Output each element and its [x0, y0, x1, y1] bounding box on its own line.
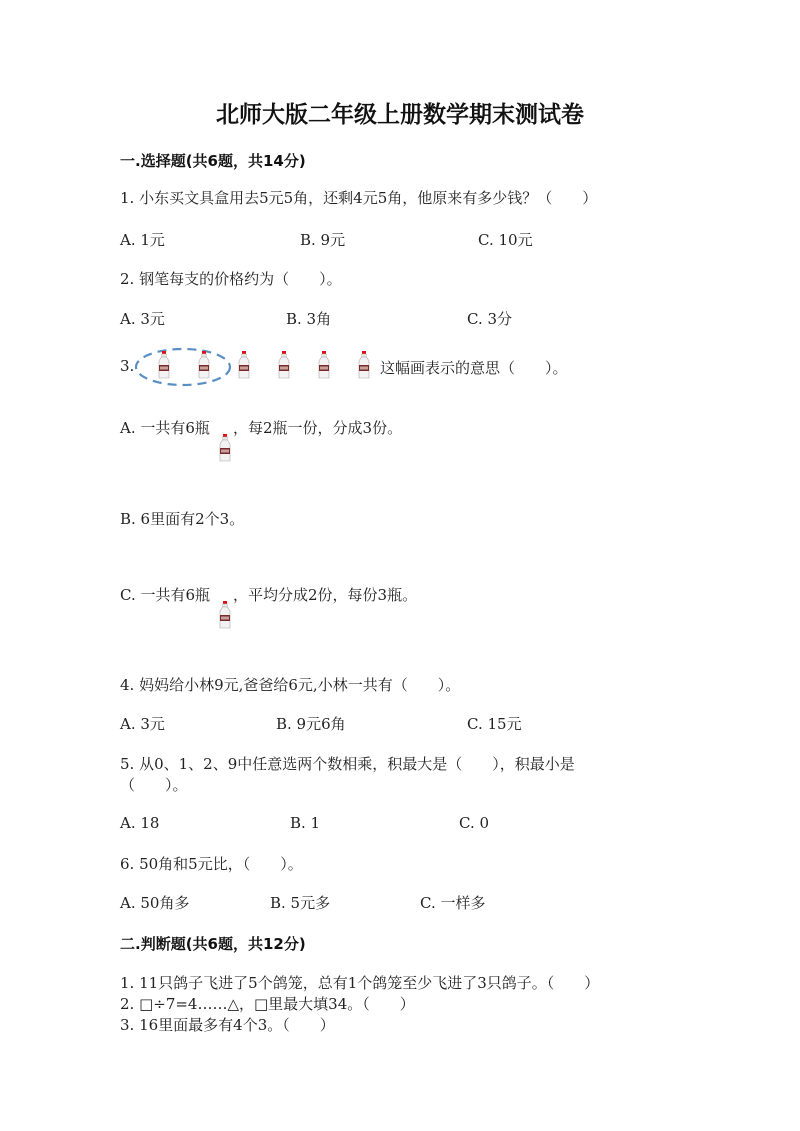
question-2: 2. 钢笔每支的价格约为（ ）。: [120, 270, 342, 288]
section-heading-judgement: 二.判断题(共6题，共12分): [120, 935, 306, 953]
question-6: 6. 50角和5元比，（ ）。: [120, 855, 303, 873]
q4-option-c[interactable]: C. 15元: [467, 715, 522, 733]
bottle-icon: [359, 351, 369, 378]
bottle-icon: [319, 351, 329, 378]
q3-option-a-cont: ，每2瓶一份，分成3份。: [233, 419, 403, 437]
question-4: 4. 妈妈给小林9元,爸爸给6元,小林一共有（ ）。: [120, 676, 461, 694]
q3-option-a[interactable]: A. 一共有6瓶: [120, 419, 210, 437]
q5-option-c[interactable]: C. 0: [459, 814, 490, 832]
bottle-icon: [239, 351, 249, 378]
q3-option-b[interactable]: B. 6里面有2个3。: [120, 510, 245, 528]
q1-option-b[interactable]: B. 9元: [300, 231, 346, 249]
question-1: 1. 小东买文具盒用去5元5角，还剩4元5角，他原来有多少钱？（ ）: [120, 189, 598, 207]
q4-option-a[interactable]: A. 3元: [120, 715, 165, 733]
question-3: 这幅画表示的意思（ ）。: [380, 359, 568, 377]
page-title: 北师大版二年级上册数学期末测试卷: [216, 102, 584, 128]
q3-option-c[interactable]: C. 一共有6瓶: [120, 586, 211, 604]
q4-option-b[interactable]: B. 9元6角: [276, 715, 346, 733]
bottle-icon: [279, 351, 289, 378]
question-5: 5. 从0、1、2、9中任意选两个数相乘，积最大是（ ），积最小是: [120, 755, 575, 773]
question-3-number: 3.: [120, 357, 135, 375]
bottle-icon: [218, 601, 232, 629]
judgement-item-2: 2. □÷7=4……△，□里最大填34。（ ）: [120, 995, 415, 1013]
judgement-item-3: 3. 16里面最多有4个3。（ ）: [120, 1016, 335, 1034]
bottle-icon: [199, 351, 209, 378]
q1-option-c[interactable]: C. 10元: [478, 231, 533, 249]
q2-option-a[interactable]: A. 3元: [120, 310, 165, 328]
section-heading-choice: 一.选择题(共6题，共14分): [120, 152, 306, 170]
bottles-picture: [134, 345, 374, 389]
q5-option-a[interactable]: A. 18: [120, 814, 160, 832]
bottle-icon: [159, 351, 169, 378]
q6-option-a[interactable]: A. 50角多: [120, 894, 190, 912]
bottle-icon: [218, 434, 232, 462]
q5-option-b[interactable]: B. 1: [290, 814, 321, 832]
q2-option-b[interactable]: B. 3角: [286, 310, 332, 328]
q6-option-c[interactable]: C. 一样多: [420, 894, 486, 912]
grouping-ellipse: [136, 349, 230, 385]
q3-option-c-cont: ，平均分成2份，每份3瓶。: [233, 586, 418, 604]
question-5-cont: （ ）。: [120, 776, 188, 794]
q6-option-b[interactable]: B. 5元多: [270, 894, 331, 912]
q1-option-a[interactable]: A. 1元: [120, 231, 165, 249]
q2-option-c[interactable]: C. 3分: [467, 310, 513, 328]
judgement-item-1: 1. 11只鸽子飞进了5个鸽笼，总有1个鸽笼至少飞进了3只鸽子。（ ）: [120, 974, 600, 992]
